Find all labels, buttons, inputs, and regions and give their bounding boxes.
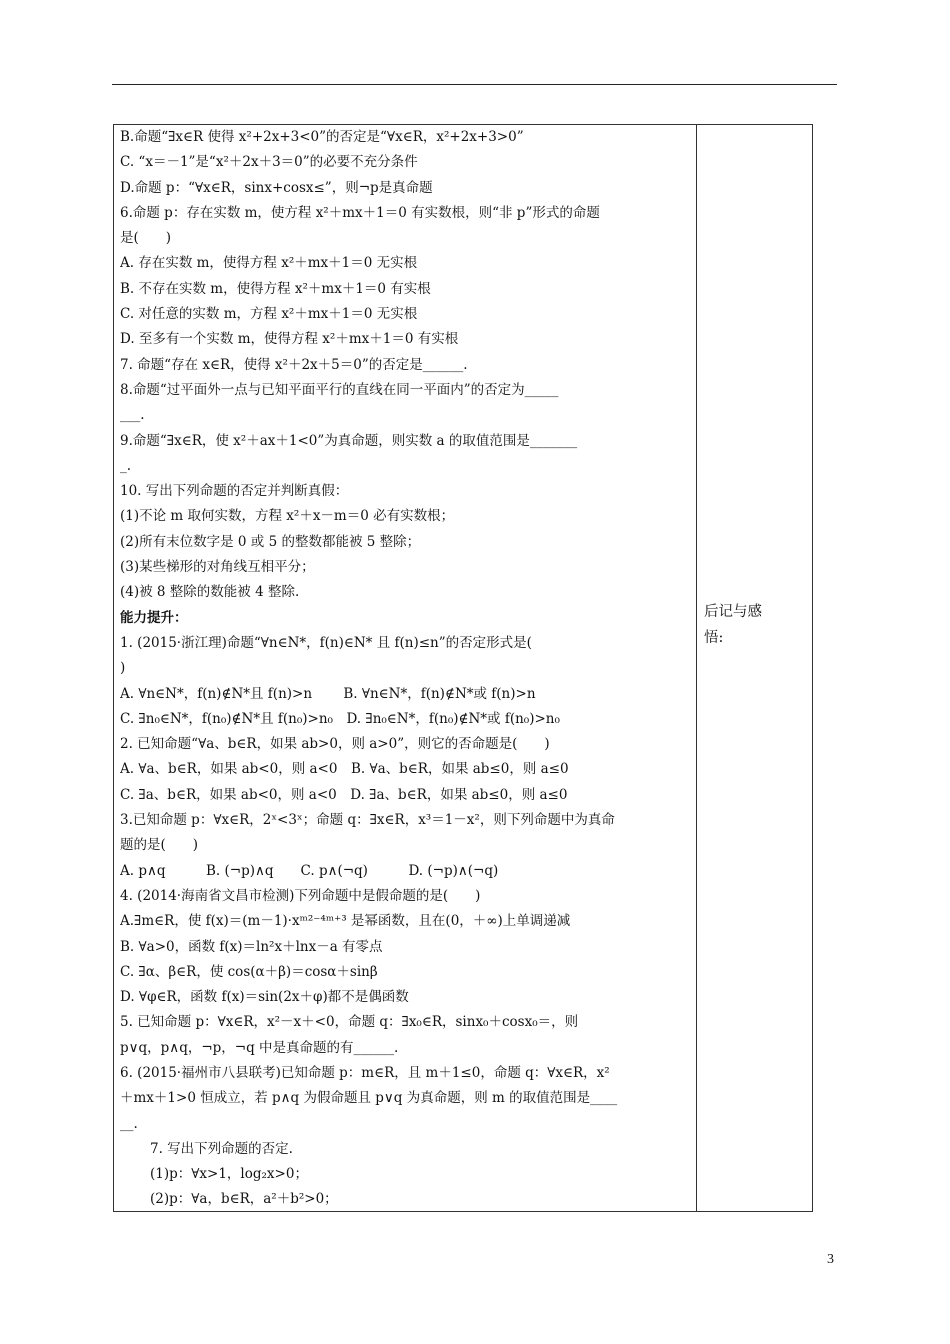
- text-line: 4. (2014·海南省文昌市检测)下列命题中是假命题的是( ): [120, 887, 481, 904]
- text-line: 是( ): [120, 230, 172, 247]
- text-line: C. ∃a、b∈R，如果 ab<0，则 a<0 D. ∃a、b∈R，如果 ab≤0，则 a≤0: [120, 786, 568, 803]
- text-line: C. ∃n₀∈N*，f(n₀)∉N*且 f(n₀)>n₀ D. ∃n₀∈N*，f(n₀)∉N*或 f(n₀)>n₀: [120, 710, 560, 727]
- text-line: 5. 已知命题 p：∀x∈R，x²－x＋<0，命题 q：∃x₀∈R，sinx₀＋cosx₀＝，则: [120, 1014, 579, 1031]
- text-line: (3)某些梯形的对角线互相平分；: [120, 559, 315, 576]
- text-line: (2)所有末位数字是 0 或 5 的整数都能被 5 整除；: [120, 533, 421, 550]
- text-line: 7. 写出下列命题的否定.: [150, 1140, 293, 1157]
- text-line: D. 至多有一个实数 m，使得方程 x²＋mx＋1＝0 有实根: [120, 331, 459, 348]
- column-divider: [696, 125, 697, 1211]
- header-rule: [112, 84, 837, 85]
- text-line: 题的是( ): [120, 837, 199, 854]
- side-note: [704, 599, 804, 651]
- text-line: (1)不论 m 取何实数，方程 x²＋x－m＝0 必有实数根；: [120, 508, 455, 525]
- text-line: C. ∃α、β∈R，使 cos(α＋β)＝cosα＋sinβ: [120, 963, 378, 980]
- text-line: (2)p：∀a，b∈R，a²＋b²>0；: [150, 1191, 338, 1208]
- text-line: D. ∀φ∈R，函数 f(x)＝sin(2x＋φ)都不是偶函数: [120, 989, 409, 1006]
- text-line: p∨q，p∧q，¬p，¬q 中是真命题的有______.: [120, 1039, 399, 1056]
- text-line: _.: [120, 457, 132, 474]
- text-line: C. “x＝－1”是“x²＋2x＋3＝0”的必要不充分条件: [120, 154, 418, 171]
- text-line: 1. (2015·浙江理)命题“∀n∈N*，f(n)∈N* 且 f(n)≤n”的否定形式是(: [120, 634, 532, 651]
- text-line: A. ∀a、b∈R，如果 ab<0，则 a<0 B. ∀a、b∈R，如果 ab≤0，则 a≤0: [120, 761, 569, 778]
- text-line: A. p∧q B. (¬p)∧q C. p∧(¬q) D. (¬p)∧(¬q): [120, 862, 499, 879]
- text-line: (1)p：∀x>1，log₂x>0；: [150, 1166, 308, 1183]
- text-line: 能力提升：: [120, 609, 188, 626]
- text-line: (4)被 8 整除的数能被 4 整除.: [120, 584, 300, 601]
- text-line: A. 存在实数 m，使得方程 x²＋mx＋1＝0 无实根: [120, 255, 418, 272]
- text-line: A. ∀n∈N*，f(n)∉N*且 f(n)>n B. ∀n∈N*，f(n)∉N*或 f(n)>n: [120, 685, 536, 702]
- text-line: B.命题“∃x∈R 使得 x²+2x+3<0”的否定是“∀x∈R，x²+2x+3>0”: [120, 129, 524, 145]
- text-line: 8.命题“过平面外一点与已知平面平行的直线在同一平面内”的否定为_____: [120, 381, 559, 398]
- text-line: B. ∀a>0，函数 f(x)＝ln²x＋lnx－a 有零点: [120, 938, 383, 955]
- text-line: 6. (2015·福州市八县联考)已知命题 p：m∈R，且 m＋1≤0，命题 q：∀x∈R，x²: [120, 1064, 610, 1081]
- text-line: 3.已知命题 p：∀x∈R，2ˣ<3ˣ；命题 q：∃x∈R，x³＝1－x²，则下列命题中为真命: [120, 812, 615, 829]
- side-note-line-1: 后记与感: [704, 604, 762, 620]
- text-line: C. 对任意的实数 m，方程 x²＋mx＋1＝0 无实根: [120, 306, 418, 323]
- text-line: B. 不存在实数 m，使得方程 x²＋mx＋1＝0 有实根: [120, 280, 431, 297]
- exercise-column: [120, 125, 688, 1213]
- text-line: ): [120, 660, 126, 677]
- page-number: 3: [827, 1252, 834, 1267]
- content-table: [113, 124, 813, 1212]
- text-line: D.命题 p：“∀x∈R，sinx+cosx≤”，则¬p是真命题: [120, 179, 433, 196]
- text-line: 9.命题“∃x∈R，使 x²＋ax＋1<0”为真命题，则实数 a 的取值范围是_______: [120, 432, 578, 449]
- side-note-line-2: 悟:: [704, 630, 724, 646]
- text-line: ___.: [120, 407, 145, 424]
- text-line: 10. 写出下列命题的否定并判断真假：: [120, 483, 349, 500]
- text-line: __.: [120, 1115, 138, 1132]
- text-line: 2. 已知命题“∀a、b∈R，如果 ab>0，则 a>0”，则它的否命题是( ): [120, 736, 550, 753]
- text-line: A.∃m∈R，使 f(x)＝(m－1)·xᵐ²⁻⁴ᵐ⁺³ 是幂函数，且在(0，＋∞)上单调递减: [120, 913, 571, 930]
- text-line: ＋mx＋1>0 恒成立，若 p∧q 为假命题且 p∨q 为真命题，则 m 的取值范围是____: [120, 1090, 618, 1107]
- text-line: 7. 命题“存在 x∈R，使得 x²＋2x＋5＝0”的否定是______.: [120, 356, 468, 373]
- text-line: 6.命题 p：存在实数 m，使方程 x²＋mx＋1＝0 有实数根，则“非 p”形式的命题: [120, 204, 600, 221]
